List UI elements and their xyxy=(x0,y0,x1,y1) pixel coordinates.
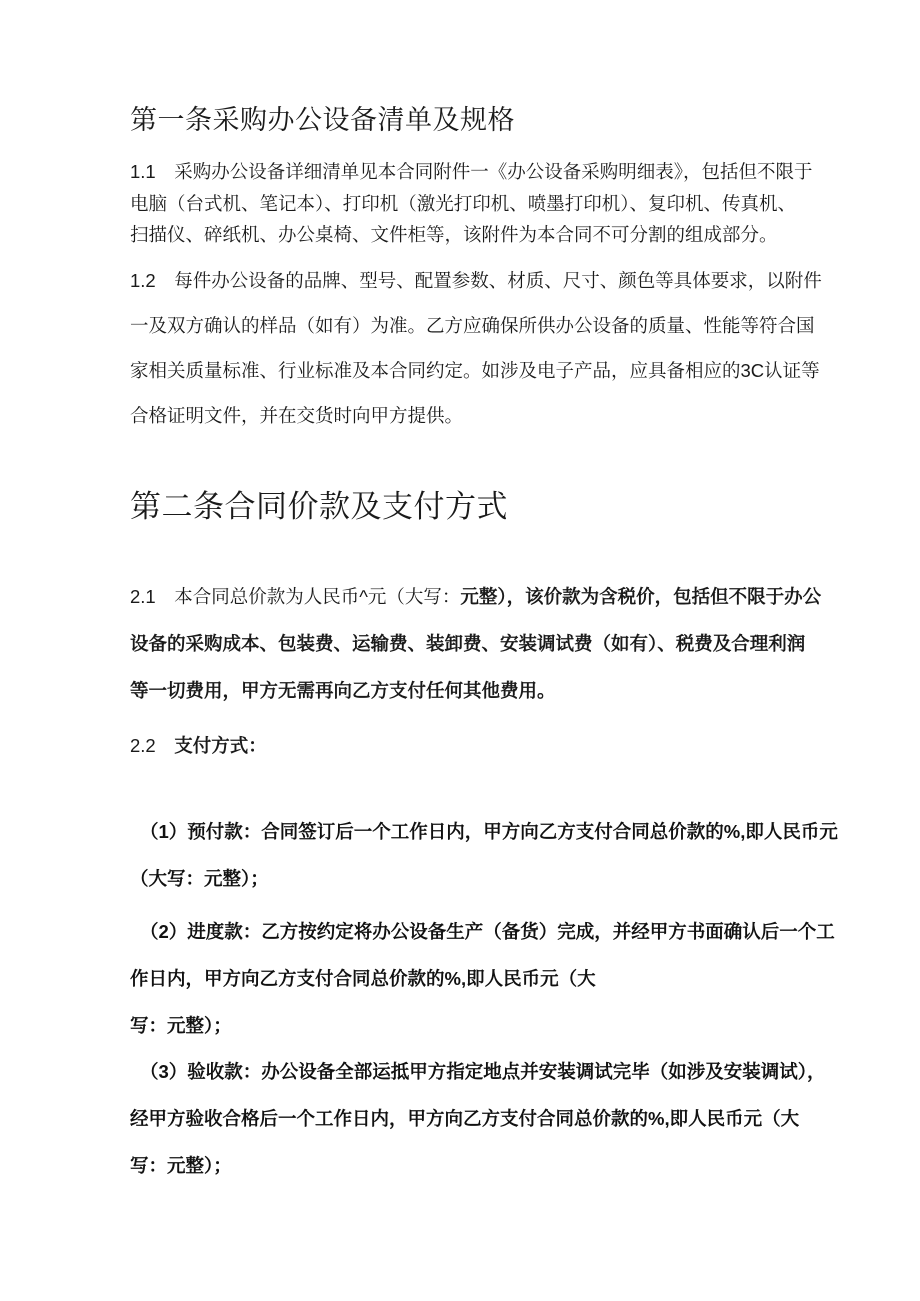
clause-2-2-label: 支付方式： xyxy=(174,735,267,756)
clause-1-1-line-2: 电脑（台式机、笔记本）、打印机（激光打印机、喷墨打印机）、复印机、传真机、 xyxy=(130,192,797,214)
payment-item-progress-line-2: 作日内，甲方向乙方支付合同总价款的%,即人民币元（大 xyxy=(130,968,596,989)
clause-2-2-line xyxy=(130,722,792,769)
clause-2-2-number: 2.2 xyxy=(130,735,175,756)
clause-2-1-line-2: 设备的采购成本、包装费、运输费、装卸费、安装调试费（如有）、税费及合理利润 xyxy=(130,633,806,654)
section-1-heading: 第一条采购办公设备清单及规格 xyxy=(130,105,515,135)
clause-2-1-paragraph xyxy=(130,573,822,714)
clause-1-1-paragraph xyxy=(130,156,813,251)
section-2-heading: 第二条合同价款及支付方式 xyxy=(130,489,508,524)
payment-item-advance xyxy=(130,808,838,902)
payment-item-acceptance-line-2: 经甲方验收合格后一个工作日内，甲方向乙方支付合同总价款的%,即人民币元（大 xyxy=(130,1108,800,1129)
payment-item-advance-line-1: （1）预付款：合同签订后一个工作日内，甲方向乙方支付合同总价款的%,即人民币元 xyxy=(140,821,838,842)
payment-item-acceptance xyxy=(130,1048,826,1189)
clause-1-2-paragraph xyxy=(130,258,822,438)
clause-2-1-line-3: 等一切费用，甲方无需再向乙方支付任何其他费用。 xyxy=(130,680,556,701)
clause-2-1-line-1-regular: 2.1 本合同总价款为人民币^元（大写： xyxy=(130,586,461,607)
clause-2-1-line-1 xyxy=(130,573,822,620)
clause-1-1-line-1: 1.1 采购办公设备详细清单见本合同附件一《办公设备采购明细表》，包括但不限于 xyxy=(130,161,813,182)
payment-item-acceptance-line-1: （3）验收款：办公设备全部运抵甲方指定地点并安装调试完毕（如涉及安装调试）， xyxy=(140,1061,826,1082)
clause-1-2-line-2: 一及双方确认的样品（如有）为准。乙方应确保所供办公设备的质量、性能等符合国 xyxy=(130,315,815,336)
payment-item-progress-line-1: （2）进度款：乙方按约定将办公设备生产（备货）完成，并经甲方书面确认后一个工 xyxy=(140,921,835,942)
clause-1-2-line-1: 1.2 每件办公设备的品牌、型号、配置参数、材质、尺寸、颜色等具体要求，以附件 xyxy=(130,270,822,291)
payment-item-progress xyxy=(130,908,835,1049)
payment-item-acceptance-line-3: 写：元整）； xyxy=(130,1155,232,1176)
clause-1-1-line-3: 扫描仪、碎纸机、办公桌椅、文件柜等，该附件为本合同不可分割的组成部分。 xyxy=(130,224,778,245)
clause-1-2-line-3: 家相关质量标准、行业标准及本合同约定。如涉及电子产品，应具备相应的3C认证等 xyxy=(130,360,820,381)
clause-2-2-paragraph xyxy=(130,722,792,769)
clause-2-1-line-1-bold: 元整），该价款为含税价，包括但不限于办公 xyxy=(460,586,822,607)
payment-item-progress-line-3: 写：元整）； xyxy=(130,1015,232,1036)
payment-item-advance-line-2: （大写：元整）； xyxy=(130,868,269,889)
clause-1-2-line-4: 合格证明文件，并在交货时向甲方提供。 xyxy=(130,405,464,426)
